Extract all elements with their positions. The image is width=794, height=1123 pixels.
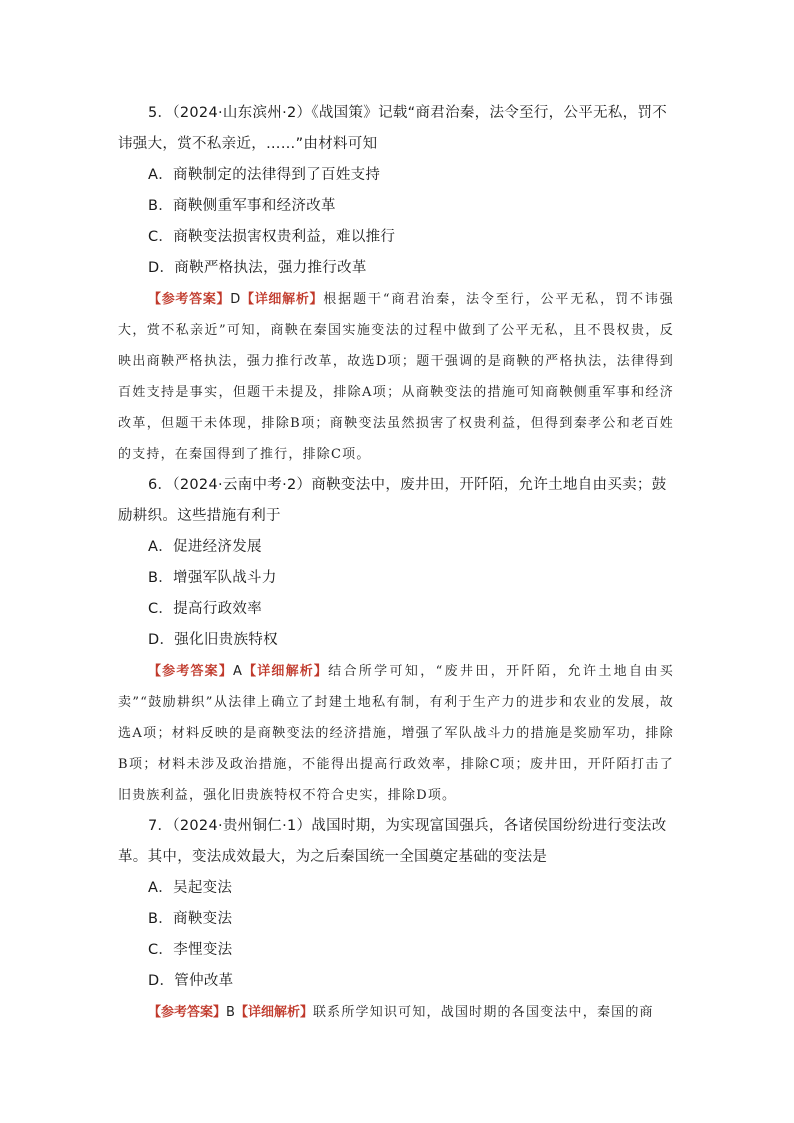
analysis-label: 【详细解析】 — [234, 1005, 313, 1020]
option-d: D．管仲改革 — [148, 973, 234, 989]
question-stem: 6．（2024·云南中考·2）商鞅变法中，废井田，开阡陌，允许土地自由买卖；鼓励耕织。这些措施有利于 — [118, 477, 667, 524]
question-5 — [118, 98, 674, 470]
analysis-text: 根据题干“商君治秦，法令至行，公平无私，罚不讳强大，赏不私亲近”可知，商鞅在秦国实施变法的过程中做到了公平无私，且不畏权贵，反映出商鞅严格执法，强力推行改革，故选D项；题干强调的是商鞅的严格执法，法律得到百姓支持是事实，但题干未提及，排除A项；从商鞅变法的措施可知商鞅侧重军事和经济改革，但题干未体现，排除B项；商鞅变法虽然损害了权贵利益，但得到秦孝公和老百姓的支持，在秦国得到了推行，排除C项。 — [118, 292, 674, 462]
analysis-text: 结合所学可知，“废井田，开阡陌，允许土地自由买卖”“鼓励耕织”从法律上确立了封建土地私有制，有利于生产力的进步和农业的发展，故选A项；材料反映的是商鞅变法的经济措施，增强了军队战斗力的措施是奖励军功，排除B项；材料未涉及政治措施，不能得出提高行政效率，排除C项；废井田，开阡陌打击了旧贵族利益，强化旧贵族特权不符合史实，排除D项。 — [118, 664, 674, 803]
answer-letter: A — [233, 664, 242, 679]
answer-letter: B — [226, 1005, 235, 1020]
option-b: B．商鞅变法 — [148, 911, 233, 927]
question-stem: 5．（2024·山东滨州·2）《战国策》记载“商君治秦，法令至行，公平无私，罚不讳强大，赏不私亲近，……”由材料可知 — [118, 105, 668, 152]
option-b: B．商鞅侧重军事和经济改革 — [148, 198, 336, 214]
answer-analysis — [118, 997, 674, 1028]
analysis-text: 联系所学知识可知，战国时期的各国变法中，秦国的商 — [312, 1005, 654, 1020]
option-b: B．增强军队战斗力 — [148, 570, 277, 586]
question-stem: 7．（2024·贵州铜仁·1）战国时期，为实现富国强兵，各诸侯国纷纷进行变法改革。其中，变法成效最大，为之后秦国统一全国奠定基础的变法是 — [118, 818, 667, 865]
option-c: C．提高行政效率 — [148, 601, 263, 617]
option-a: A．商鞅制定的法律得到了百姓支持 — [148, 167, 381, 183]
analysis-label: 【详细解析】 — [240, 292, 324, 307]
answer-label: 【参考答案】 — [148, 292, 231, 307]
answer-analysis — [118, 656, 674, 811]
option-d: D．商鞅严格执法，强力推行改革 — [148, 260, 367, 276]
answer-label: 【参考答案】 — [148, 664, 233, 679]
analysis-label: 【详细解析】 — [241, 664, 329, 679]
option-a: A．促进经济发展 — [148, 539, 262, 555]
answer-analysis — [118, 284, 674, 470]
option-c: C．李悝变法 — [148, 942, 233, 958]
answer-letter: D — [230, 292, 241, 307]
option-c: C．商鞅变法损害权贵利益，难以推行 — [148, 229, 396, 245]
answer-label: 【参考答案】 — [148, 1005, 227, 1020]
option-d: D．强化旧贵族特权 — [148, 632, 278, 648]
option-a: A．吴起变法 — [148, 880, 233, 896]
question-7 — [118, 811, 674, 1028]
question-6 — [118, 470, 674, 811]
question-list — [118, 98, 674, 1028]
